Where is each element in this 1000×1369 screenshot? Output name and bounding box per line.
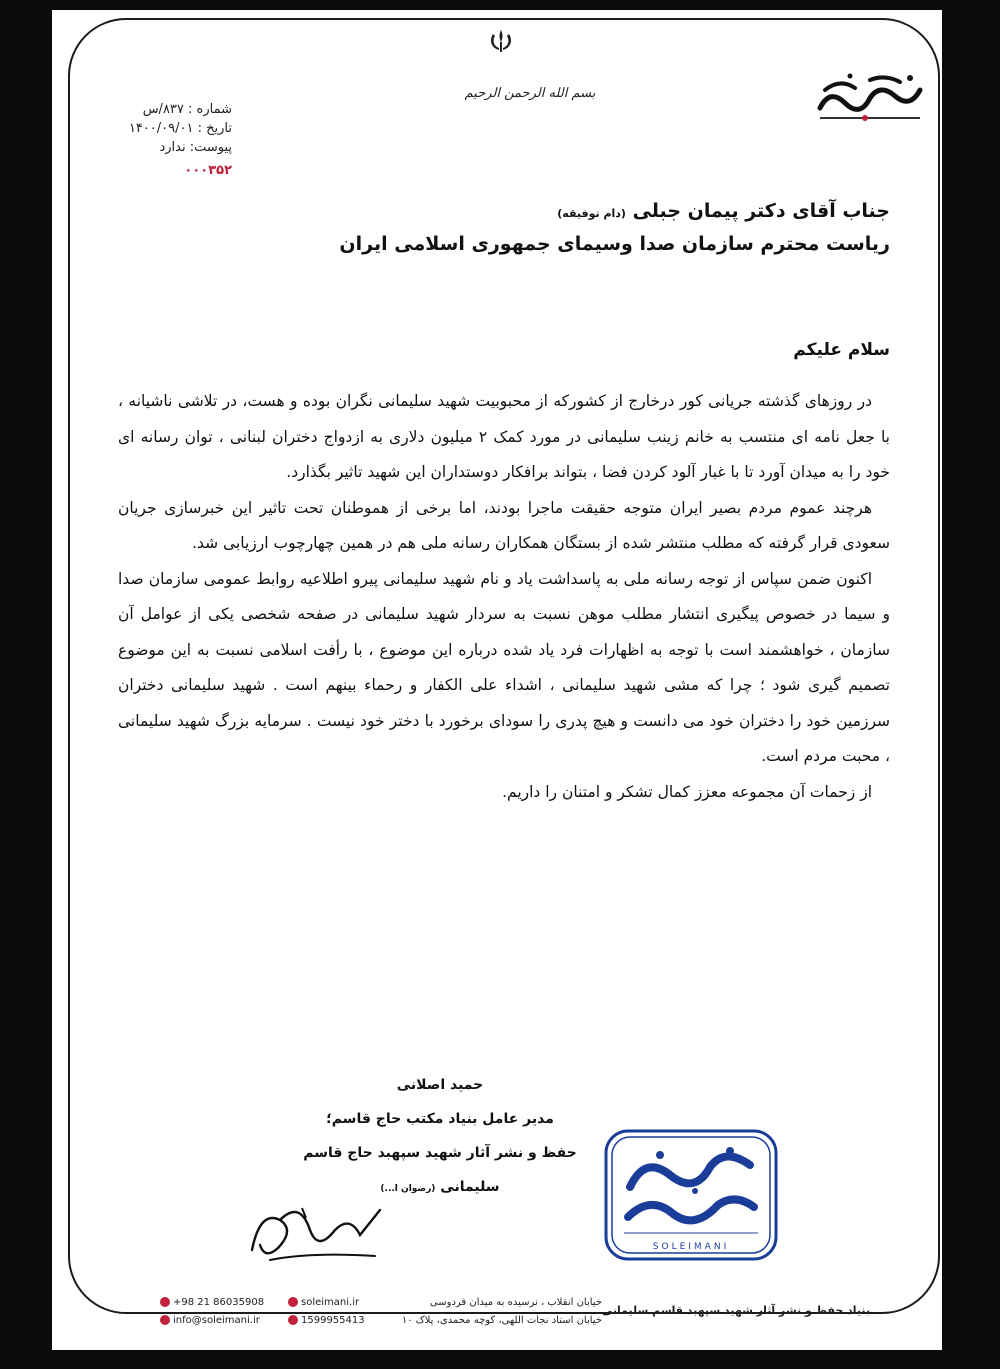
body-paragraph-4: از زحمات آن مجموعه معزز کمال تشکر و امتنان را داریم. [502, 782, 872, 801]
letter-meta [92, 100, 232, 180]
stamp-icon [600, 1125, 782, 1265]
letter-attachment: پیوست: ندارد [159, 140, 232, 155]
greeting: سلام علیکم [793, 340, 890, 360]
maktab-logo-icon [810, 68, 930, 128]
iran-emblem-icon [487, 28, 515, 54]
footer-address [382, 1294, 602, 1330]
reference-code: ۰۰۰۳۵۲ [184, 163, 232, 178]
signatory-name: حمید اصلانی [396, 1077, 484, 1093]
footer-website-row [288, 1294, 365, 1312]
letter-number: شماره : ۸۳۷/س [142, 102, 232, 117]
footer-email: info@soleimani.ir [173, 1315, 260, 1326]
globe-icon [288, 1297, 298, 1307]
footer-number-row [288, 1312, 365, 1330]
signatory-org-honorific: (رضوان ا...) [380, 1184, 436, 1194]
signature-block [280, 1068, 600, 1206]
letter-date: تاریخ : ۱۴۰۰/۰۹/۰۱ [128, 121, 232, 136]
addressee-honorific: (دام توفیقه) [557, 207, 626, 220]
addressee-block [190, 196, 890, 259]
addressee-title: ریاست محترم سازمان صدا وسیمای جمهوری اسلامی ایران [339, 233, 890, 255]
body-paragraph-3: اکنون ضمن سپاس از توجه رسانه ملی به پاسداشت یاد و نام شهید سلیمانی پیرو اطلاعیه روابط عمومی سازمان صدا و سیما در خصوص پیگیری انتشار مطلب موهن نسبت به سردار شهید سلیمانی در صفحه شخصی یکی از عوامل آن سازمان ، خواهشمند است با توجه به اظهارات فرد یاد شده درباره این موضوع ، با رأفت اسلامی نسبت به این موضوع تصمیم گیری شود ؛ چرا که مشی شهید سلیمانی ، اشداء علی الکفار و رحماء بینهم است . شهید سلیمانی دختران سرزمین خود را دختران خود می دانست و هیچ پدری را سودای برخورد با دختر خود نیست . سرمایه بزرگ شهید سلیمانی ، محبت مردم است. [118, 569, 890, 765]
handwritten-signature [240, 1190, 390, 1280]
footer-contact [160, 1294, 264, 1330]
signatory-title: مدیر عامل بنیاد مکتب حاج قاسم؛ [326, 1111, 554, 1127]
email-icon [160, 1315, 170, 1325]
official-stamp [600, 1125, 782, 1265]
letter-footer [150, 1294, 870, 1334]
footer-phone-row [160, 1294, 264, 1312]
body-paragraph-2: هرچند عموم مردم بصیر ایران متوجه حقیقت ماجرا بودند، اما برخی از هموطنان تحت تاثیر این خبرسازی جریان سعودی قرار گرفته که مطلب منتشر شده از بستگان همکاران رسانه ملی هم در همین چهارچوب ارزیابی شد. [118, 498, 890, 552]
maktab-logo [810, 68, 930, 128]
footer-web [288, 1294, 365, 1330]
footer-address-line2: خیابان استاد نجات اللهی، کوچه محمدی، پلاک ۱۰ [401, 1315, 602, 1326]
location-icon [288, 1315, 298, 1325]
addressee-name-line [190, 196, 890, 229]
addressee-name: جناب آقای دکتر پیمان جبلی [632, 200, 890, 222]
basmala: بسم الله الرحمن الرحیم [464, 86, 596, 101]
footer-address-line1: خیابان انقلاب ، نرسیده به میدان فردوسی [429, 1297, 602, 1308]
letter-body [118, 384, 890, 810]
signatory-org-name: حفظ و نشر آثار شهید سپهبد حاج قاسم سلیمانی [303, 1145, 577, 1195]
phone-icon [160, 1297, 170, 1307]
footer-phone: +98 21 86035908 [173, 1297, 265, 1308]
footer-website: soleimani.ir [301, 1297, 360, 1308]
body-paragraph-1: در روزهای گذشته جریانی کور درخارج از کشورکه از محبوبیت شهید سلیمانی نگران بوده و هست، در تلاشی ناشیانه ، با جعل نامه ای منتسب به خانم زینب سلیمانی در مورد کمک ۲ میلیون دلاری به ازدواج دختران لبنانی ، توان رسانه ای خود را به میدان آورد تا با غبار آلود کردن فضا ، بتواند برافکار دوستداران این شهید تاثیر بگذارد. [118, 392, 891, 481]
footer-email-row [160, 1312, 264, 1330]
footer-short-number: 1599955413 [301, 1315, 365, 1326]
footer-brand: بنیاد حفظ و نشر آثار شهید سپهبد قاسم سلیمانی [601, 1304, 870, 1317]
stamp-latin-text: SOLEIMANI [652, 1242, 730, 1252]
